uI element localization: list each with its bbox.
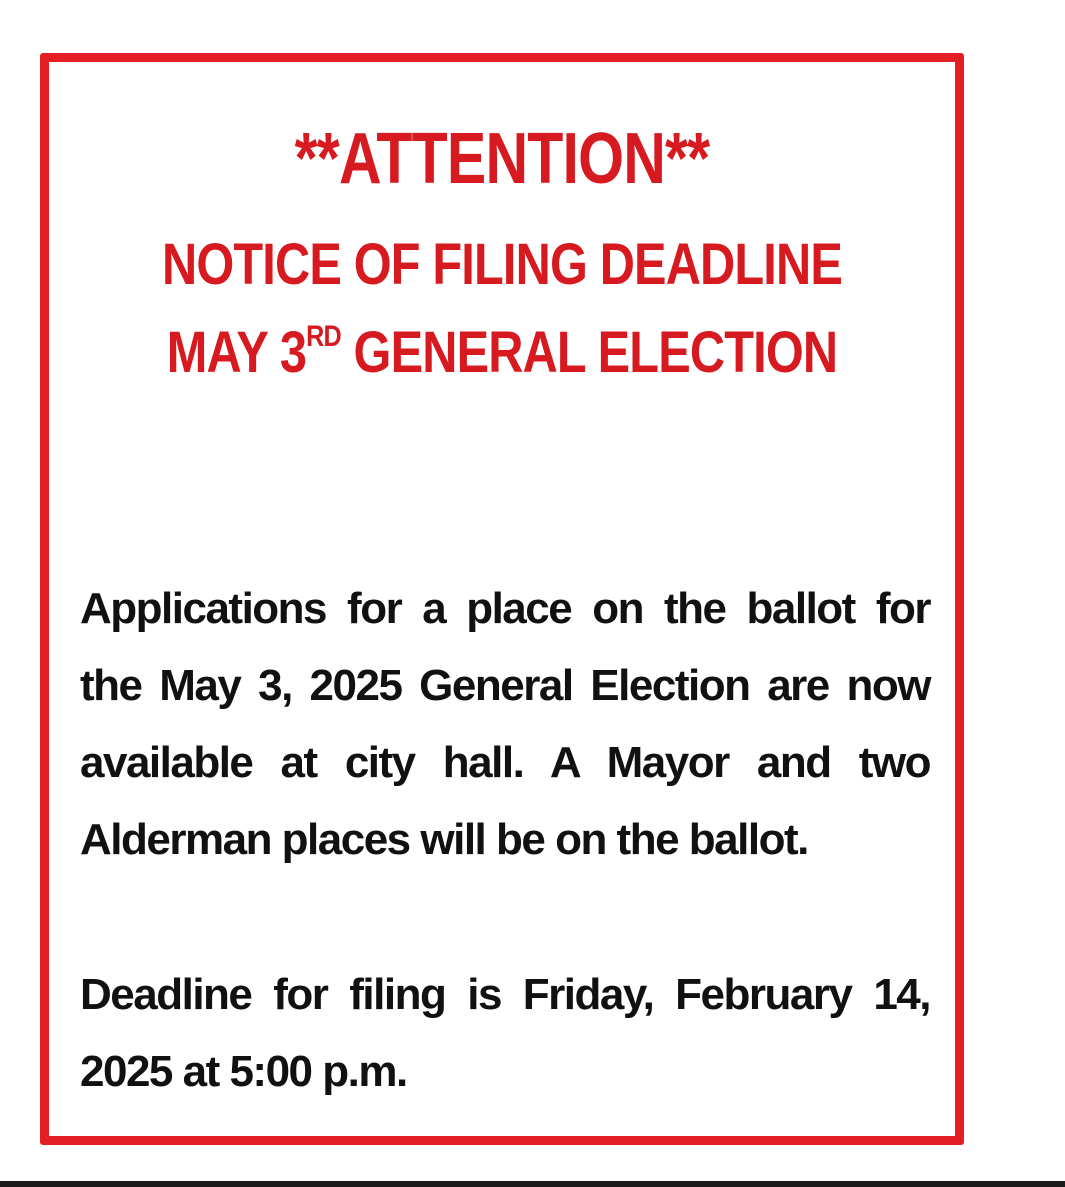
election-heading-suffix: GENERAL ELECTION xyxy=(340,320,838,385)
notice-frame xyxy=(40,53,964,1145)
election-heading-superscript: RD xyxy=(306,320,341,353)
election-heading xyxy=(121,312,882,394)
deadline-paragraph: Deadline for filing is Friday, February 14, 2025 at 5:00 p.m. xyxy=(80,970,930,1096)
filing-deadline-heading: NOTICE OF FILING DEADLINE xyxy=(161,232,843,297)
election-heading-prefix: MAY 3 xyxy=(166,320,307,385)
bottom-divider xyxy=(0,1181,1065,1187)
notice-header xyxy=(49,114,955,394)
attention-heading: **ATTENTION** xyxy=(294,119,710,199)
applications-paragraph: Applications for a place on the ballot for the May 3, 2025 General Election are now available at city hall. A Mayor and two Alderman places will be on the ballot. xyxy=(80,584,930,864)
